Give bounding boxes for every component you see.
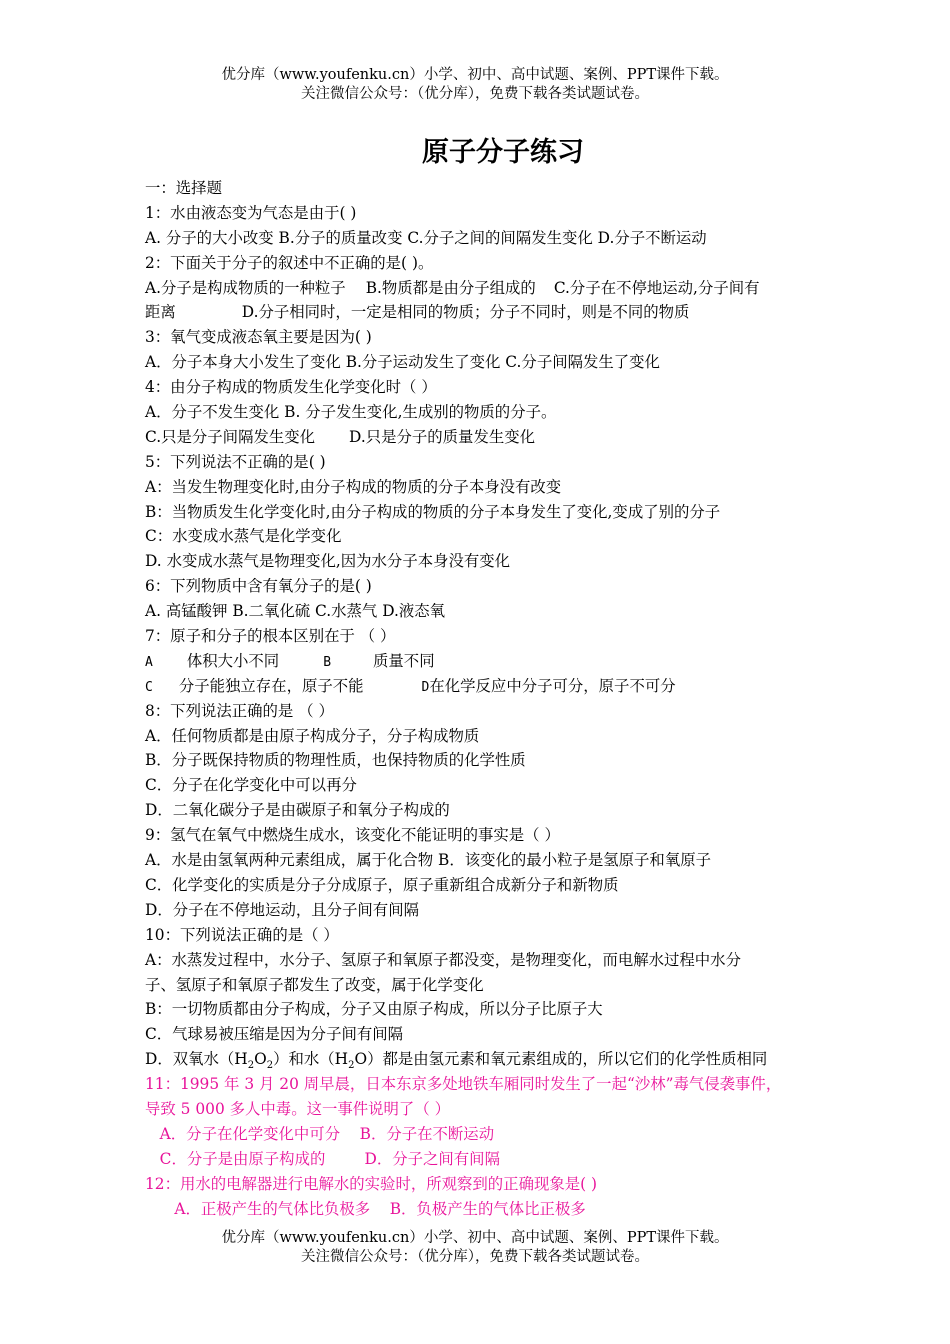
- document-body: [145, 176, 825, 1221]
- section-heading: 一：选择题: [145, 179, 222, 197]
- q8-option-a: A．任何物质都是由原子构成分子，分子构成物质: [145, 726, 480, 745]
- q7-stem: 7：原子和分子的根本区别在于 （ ）: [145, 627, 396, 646]
- q10-option-a-line2: 子、氢原子和氧原子都发生了改变，属于化学变化: [145, 975, 484, 994]
- q7-options-cd: [145, 674, 825, 699]
- page-header: [0, 66, 950, 104]
- q10-option-c: C．气球易被压缩是因为分子间有间隔: [145, 1025, 404, 1044]
- footer-line-2: 关注微信公众号：（优分库），免费下载各类试题试卷。: [301, 1249, 649, 1265]
- q7-options-ab: [145, 649, 825, 674]
- q10-d-text-2: O: [254, 1050, 267, 1069]
- q10-d-text-4: O）都是由氢元素和氧元素组成的，所以它们的化学性质相同: [354, 1050, 768, 1069]
- q10-option-d: [145, 1047, 825, 1072]
- q9-option-c: C．化学变化的实质是分子分成原子，原子重新组合成新分子和新物质: [145, 875, 619, 894]
- q4-stem: 4：由分子构成的物质发生化学变化时（ ）: [145, 378, 437, 397]
- q2-options-line2: [145, 300, 825, 325]
- q5-stem: 5：下列说法不正确的是( ): [145, 452, 326, 471]
- q9-stem: 9：氢气在氧气中燃烧生成水，该变化不能证明的事实是（ ）: [145, 826, 560, 845]
- q11-options-cd: C．分子是由原子构成的 D．分子之间有间隔: [145, 1149, 500, 1168]
- q7-option-c: 分子能独立存在，原子不能: [178, 676, 364, 695]
- q11-stem-line1: 11：1995 年 3 月 20 周早晨，日本东京多处地铁车厢同时发生了一起“沙林”毒气侵袭事件，: [145, 1075, 782, 1094]
- q3-stem: 3：氧气变成液态氧主要是因为( ): [145, 328, 372, 347]
- q5-option-d: D. 水变成水蒸气是物理变化,因为水分子本身没有变化: [145, 552, 511, 571]
- q2-option-c-cont: 距离: [145, 303, 176, 322]
- q5-option-a: A：当发生物理变化时,由分子构成的物质的分子本身没有改变: [145, 477, 562, 496]
- q10-option-a-line1: A：水蒸发过程中，水分子、氢原子和氧原子都没变，是物理变化，而电解水过程中水分: [145, 950, 741, 969]
- q10-d-sub-1: 2: [247, 1060, 255, 1072]
- header-line-2: 关注微信公众号：（优分库），免费下载各类试题试卷。: [301, 86, 649, 102]
- q2-stem: 2：下面关于分子的叙述中不正确的是( )。: [145, 253, 434, 272]
- q9-option-d: D．分子在不停地运动，且分子间有间隔: [145, 900, 419, 919]
- q4-option-c: C.只是分子间隔发生变化: [145, 427, 316, 446]
- q12-stem: 12：用水的电解器进行电解水的实验时，所观察到的正确现象是( ): [145, 1174, 598, 1193]
- q7-letter-c: C: [145, 679, 153, 695]
- q3-options: A．分子本身大小发生了变化 B.分子运动发生了变化 C.分子间隔发生了变化: [145, 353, 660, 372]
- q4-option-d: D.只是分子的质量发生变化: [349, 427, 536, 446]
- q1-stem: 1：水由液态变为气态是由于( ): [145, 203, 357, 222]
- q4-options-ab: A．分子不发生变化 B. 分子发生变化,生成别的物质的分子。: [145, 403, 557, 422]
- q2-option-c: C.分子在不停地运动,分子间有: [553, 278, 760, 297]
- q10-d-text-1: D．双氧水（H: [145, 1050, 248, 1069]
- q5-option-c: C：水变成水蒸气是化学变化: [145, 527, 342, 546]
- q2-option-a: A.分子是构成物质的一种粒子: [145, 278, 346, 297]
- q10-d-sub-2: 2: [266, 1060, 274, 1072]
- q7-letter-a: A: [145, 654, 153, 670]
- q10-d-text-3: ）和水（H: [273, 1050, 349, 1069]
- q10-d-sub-3: 2: [348, 1060, 355, 1072]
- q7-letter-d: D: [421, 679, 430, 695]
- q8-option-d: D．二氧化碳分子是由碳原子和氧分子构成的: [145, 801, 450, 820]
- q8-option-b: B．分子既保持物质的物理性质，也保持物质的化学性质: [145, 751, 526, 770]
- q4-options-cd: [145, 425, 825, 450]
- q6-stem: 6：下列物质中含有氧分子的是( ): [145, 577, 372, 596]
- page-title: 原子分子练习: [422, 137, 584, 168]
- q10-option-b: B：一切物质都由分子构成，分子又由原子构成，所以分子比原子大: [145, 1000, 603, 1019]
- q5-option-b: B：当物质发生化学变化时,由分子构成的物质的分子本身发生了变化,变成了别的分子: [145, 502, 721, 521]
- q7-option-d: 在化学反应中分子可分，原子不可分: [429, 676, 676, 695]
- q7-letter-b: B: [323, 654, 332, 670]
- q6-options: A. 高锰酸钾 B.二氧化硫 C.水蒸气 D.液态氧: [145, 602, 446, 621]
- footer-line-1: 优分库（www.youfenku.cn）小学、初中、高中试题、案例、PPT课件下载。: [221, 1230, 729, 1246]
- q2-option-d: D.分子相同时，一定是相同的物质；分子不同时，则是不同的物质: [241, 303, 690, 322]
- q7-option-b: 质量不同: [373, 651, 435, 670]
- q9-options-ab: A．水是由氢氧两种元素组成，属于化合物 B．该变化的最小粒子是氢原子和氧原子: [145, 851, 711, 870]
- header-line-1: 优分库（www.youfenku.cn）小学、初中、高中试题、案例、PPT课件下载。: [221, 67, 729, 83]
- page-footer: [0, 1229, 950, 1267]
- q11-stem-line2: 导致 5 000 多人中毒。这一事件说明了（ ）: [145, 1099, 450, 1118]
- q2-options-line1: [145, 276, 825, 301]
- q12-options-ab: A．正极产生的气体比负极多 B．负极产生的气体比正极多: [145, 1199, 586, 1218]
- q1-options: A. 分子的大小改变 B.分子的质量改变 C.分子之间的间隔发生变化 D.分子不断运动: [145, 228, 707, 247]
- q11-options-ab: A．分子在化学变化中可分 B．分子在不断运动: [145, 1124, 495, 1143]
- q8-stem: 8：下列说法正确的是 （ ）: [145, 701, 334, 720]
- q2-option-b: B.物质都是由分子组成的: [365, 278, 536, 297]
- q8-option-c: C．分子在化学变化中可以再分: [145, 776, 357, 795]
- q7-option-a: 体积大小不同: [186, 651, 280, 670]
- q10-stem: 10：下列说法正确的是（ ）: [145, 925, 339, 944]
